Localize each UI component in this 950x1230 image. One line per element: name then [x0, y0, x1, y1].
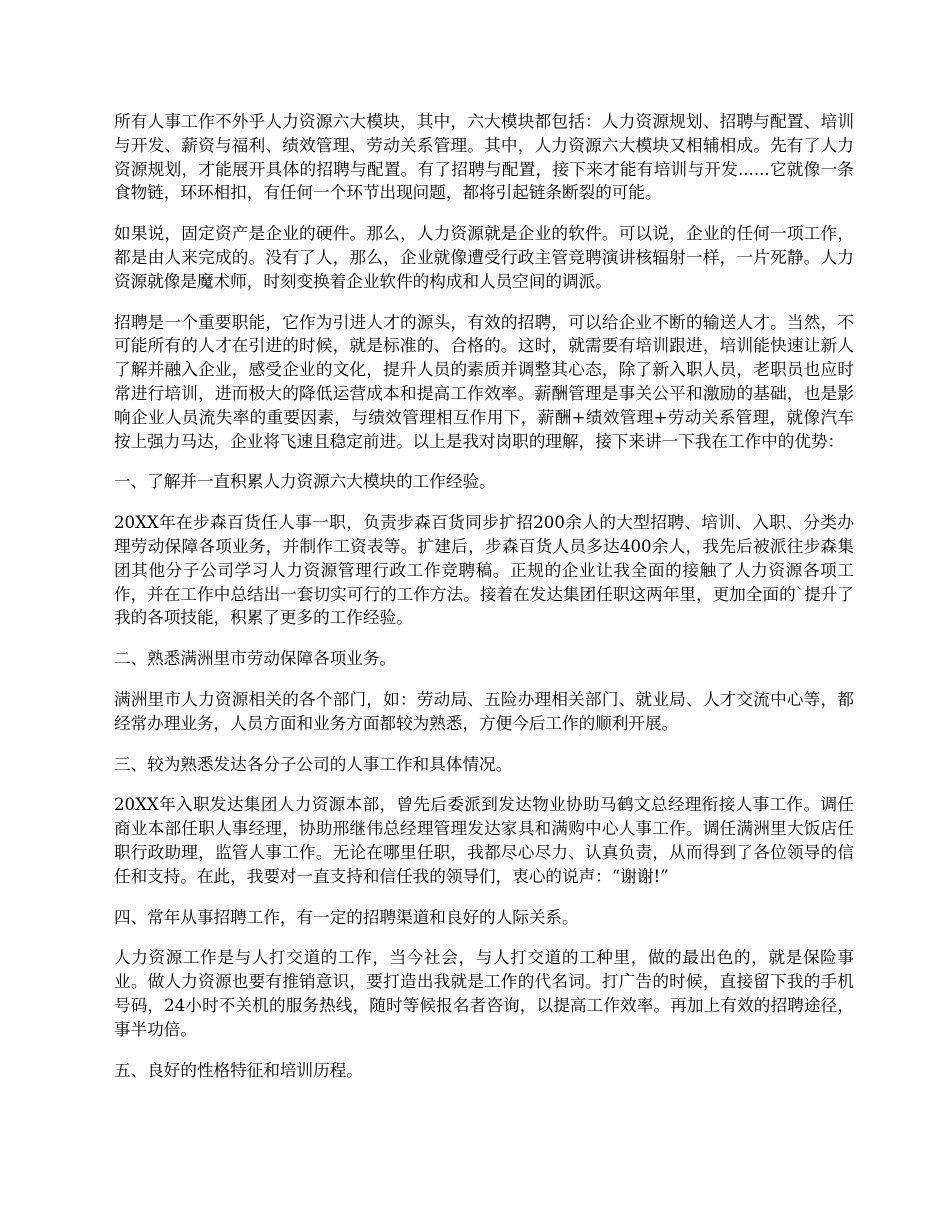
section-heading-2: 二、熟悉满洲里市劳动保障各项业务。 [114, 649, 397, 669]
paragraph-intro: 所有人事工作不外乎人力资源六大模块，其中，六大模块都包括：人力资源规划、招聘与配置、培训与开发、薪资与福利、绩效管理、劳动关系管理。其中，人力资源六大模块又相辅相成。先有了人力资源规划，才能展开具体的招聘与配置。有了招聘与配置，接下来才能有培训与开发......它就像一条食物链，环环相扣，有任何一个环节出现问题，都将引起链条断裂的可能。 [114, 112, 854, 203]
section-heading-5: 五、良好的性格特征和培训历程。 [114, 1060, 363, 1080]
paragraph-hr-software: 如果说，固定资产是企业的硬件。那么，人力资源就是企业的软件。可以说，企业的任何一项工作，都是由人来完成的。没有了人，那么，企业就像遭受行政主管竞聘演讲核辐射一样，一片死静。人力资源就像是魔术师，时刻变换着企业软件的构成和人员空间的调派。 [114, 224, 854, 291]
section-heading-3: 三、较为熟悉发达各分子公司的人事工作和具体情况。 [114, 754, 513, 774]
paragraph-fada-group: 20XX年入职发达集团人力资源本部，曾先后委派到发达物业协助马鹤文总经理衔接人事工作。调任商业本部任职人事经理，协助邢继伟总经理管理发达家具和满购中心人事工作。调任满洲里大饭店任职行政助理，监管人事工作。无论在哪里任职，我都尽心尽力、认真负责，从而得到了各位领导的信任和支持。在此，我要对一直支持和信任我的领导们，衷心的说声：“谢谢!” [114, 795, 854, 886]
paragraph-experience-busen: 20XX年在步森百货任人事一职，负责步森百货同步扩招200余人的大型招聘、培训、入职、分类办理劳动保障各项业务，并制作工资表等。扩建后，步森百货人员多达400余人，我先后被派往步森集团其他分子公司学习人力资源管理行政工作竞聘稿。正规的企业让我全面的接触了人力资源各项工作，并在工作中总结出一套切实可行的工作方法。接着在发达集团任职这两年里，更加全面的`提升了我的各项技能，积累了更多的工作经验。 [114, 513, 854, 628]
section-heading-1: 一、了解并一直积累人力资源六大模块的工作经验。 [114, 472, 496, 492]
paragraph-recruiting-channels: 人力资源工作是与人打交道的工作，当今社会，与人打交道的工种里，做的最出色的，就是保险事业。做人力资源也要有推销意识，要打造出我就是工作的代名词。打广告的时候，直接留下我的手机号码，24小时不关机的服务热线，随时等候报名者咨询，以提高工作效率。再加上有效的招聘途径，事半功倍。 [114, 948, 854, 1039]
paragraph-labor-security: 满洲里市人力资源相关的各个部门，如：劳动局、五险办理相关部门、就业局、人才交流中心等，都经常办理业务，人员方面和业务方面都较为熟悉，方便今后工作的顺利开展。 [114, 689, 854, 733]
document-page [114, 110, 854, 1099]
paragraph-recruitment: 招聘是一个重要职能，它作为引进人才的源头，有效的招聘，可以给企业不断的输送人才。当然，不可能所有的人才在引进的时候，就是标准的、合格的。这时，就需要有培训跟进，培训能快速让新人了解并融入企业，感受企业的文化，提升人员的素质并调整其心态，除了新入职人员，老职员也应时常进行培训，进而极大的降低运营成本和提高工作效率。薪酬管理是事关公平和激励的基础，也是影响企业人员流失率的重要因素，与绩效管理相互作用下，薪酬+绩效管理+劳动关系管理，就像汽车按上强力马达，企业将飞速且稳定前进。以上是我对岗职的理解，接下来讲一下我在工作中的优势： [114, 312, 854, 451]
section-heading-4: 四、常年从事招聘工作，有一定的招聘渠道和良好的人际关系。 [114, 907, 579, 927]
